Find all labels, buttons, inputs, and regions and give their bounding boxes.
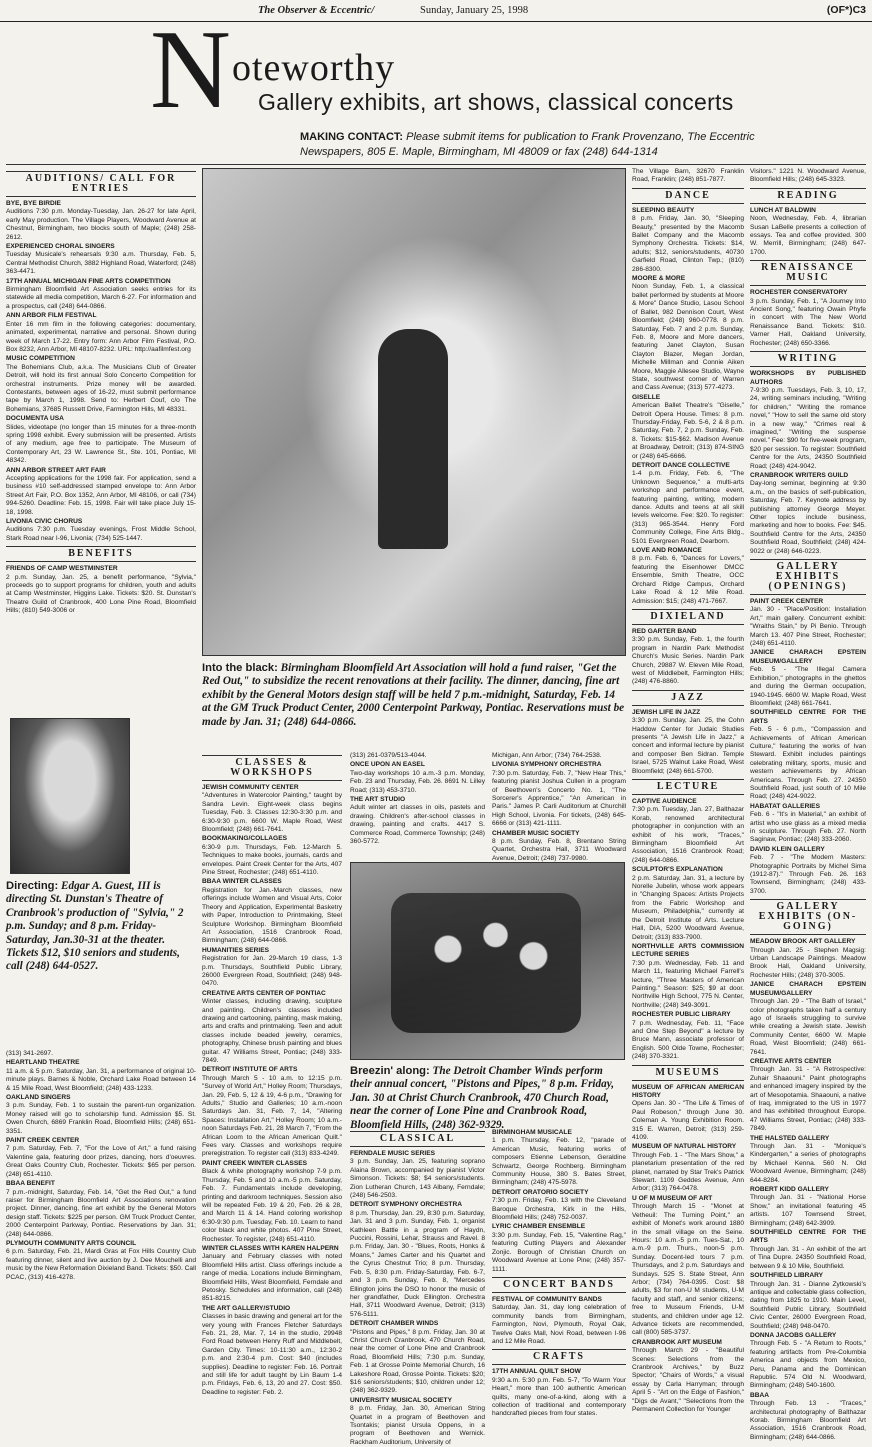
listing-text: Opens Jan. 30 - "The Life & Times of Paul Robeson," through June 30. Coleman A. Young Exhibition Room. 315 E. Warren, Detroit; (313) 259-4109. bbox=[632, 1100, 744, 1142]
listing-text: Through Jan. 31 - An exhibit of the art of Tina Dupre. 24350 Southfield Road, between 9 & 10 Mile, Southfield. bbox=[750, 1245, 866, 1270]
listing-text: 7-9:30 p.m. Tuesdays, Feb. 3, 10, 17, 24, writing seminars including, "Writing for children," "Writing the romance novel," "How to sell the same old story in a new way," "Crimes real & imagined," "Writing the suspense novel." Fee: $90 for five-week program, $20 per session. To register: Southfield Centre for the Arts, 24350 Southfield Road; (248) 424-9042. bbox=[750, 386, 866, 470]
column-classes-continued bbox=[350, 752, 485, 860]
listing-text: Adult winter art classes in oils, pastels and drawing. Children's after-school classes in drawing, painting and crafts. 4417 S. Commerce Road, Commerce Township; (248) 360-5772. bbox=[350, 804, 485, 846]
listing-heading: CRANBROOK ART MUSEUM bbox=[632, 1338, 722, 1346]
listing-heading: MOORE & MORE bbox=[632, 275, 686, 283]
listing-heading: BOOKMAKING/COLLAGES bbox=[202, 835, 287, 843]
listing-heading: DETROIT INSTITUTE OF ARTS bbox=[202, 1066, 298, 1074]
listing-heading: ANN ARBOR STREET ART FAIR bbox=[6, 466, 106, 474]
caption-chamber-winds-text: The Detroit Chamber Winds perform their annual concert, "Pistons and Pipes," 8 p.m. Friday, Jan. 30 at Christ Church Cranbrook, 470 Church Road, near the corner of Lone Pine and Cranbrook Road, Bloomfield Hills, (248) 362-9329. bbox=[350, 1065, 615, 1131]
caption-art-association-text: Birmingham Bloomfield Art Association will hold a fund raiser, "Get the Red Out," to subsidize the recent renovations at their facility. The dinner, dancing, fine art exhibit by the General Motors design staff will be held 7 p.m.-midnight, Saturday, Feb. 14 at the GM Truck Product Center, 2000 Centerpoint Parkway, Pontiac. Reservations must be made by Jan. 31; (248) 644-0866. bbox=[202, 662, 625, 728]
listing-text: Auditions 7:30 p.m. Tuesday evenings, Frost Middle School, Stark Road near I-96, Livonia; (734) 525-1447. bbox=[6, 526, 196, 542]
section-heading-gallery-openings: GALLERY EXHIBITS (OPENINGS) bbox=[750, 559, 866, 595]
listing-text: Birmingham Bloomfield Art Association seeks entries for its statewide all media competition, March 6-27. For information and a prospectus, call (248) 644-0866. bbox=[6, 286, 196, 310]
column-classical bbox=[350, 1128, 485, 1446]
caption-art-association bbox=[202, 662, 626, 729]
listing-heading: JEWISH LIFE IN JAZZ bbox=[632, 708, 701, 716]
listing-heading: CRANBROOK WRITERS GUILD bbox=[750, 471, 849, 479]
listing-text: 2 p.m. Sunday, Jan. 25, a benefit performance, "Sylvia," proceeds go to support programs for children, youth and adults at Camp Westminster, Higgins Lake. Tickets: $20. St. Dunstan's Theatre Guild of Cranbrook, 400 Lone Pine Road, Bloomfield Hills; (810) 549-3006 or bbox=[6, 573, 196, 615]
listing-heading: MEADOW BROOK ART GALLERY bbox=[750, 938, 856, 946]
column-concerts bbox=[492, 1128, 626, 1418]
listing-text: (313) 341-2697. bbox=[6, 1050, 53, 1057]
column-dance-lectures bbox=[632, 168, 744, 1414]
listing-text: American Ballet Theatre's "Giselle," Detroit Opera House. Times: 8 p.m. Thursday-Friday, Feb. 5-6, 2 & 8 p.m. Saturday, Feb. 7, 2 p.m. Sunday, Feb. 8. Tickets: $15-$62. Madison Avenue at Broadway, Detroit; (313) 874-SING or (248) 645-6666. bbox=[632, 402, 744, 460]
listing-heading: HEARTLAND THEATRE bbox=[6, 1059, 80, 1067]
listing-text: 6 p.m. Saturday, Feb. 21, Mardi Gras at Fox Hills Country Club featuring dinner, silent and live auction by J. Dee Mouchelli and music by the New Reformation Dixieland Band. Tickets: $50. Call PCAC, (313) 416-4278. bbox=[6, 1248, 196, 1281]
masthead-title: oteworthy bbox=[232, 47, 396, 89]
caption-director-text: Edgar A. Guest, III is directing St. Dunstan's Theatre of Cranbrook's production of "Sylvia," 2 p.m. Sunday; and 8 p.m. Friday-Saturday, Jan.30-31 at the theater. Tickets $12, $10 seniors and students, call (248) 644-0527. bbox=[6, 880, 184, 973]
listing-heading: MUSEUM OF AFRICAN AMERICAN HISTORY bbox=[632, 1083, 744, 1099]
listing-heading: DAVID KLEIN GALLERY bbox=[750, 845, 825, 853]
listing-text: 7:30 p.m. Wednesday, Feb. 11 and March 11, featuring Michael Farrell's lecture, "Three Masters of American Painting." Season: $25; $9 at door. Northville High School, 775 N. Center, Northville; (248) 349-3091. bbox=[632, 959, 744, 1009]
listing-heading: WINTER CLASSES WITH KAREN HALPERN bbox=[202, 1244, 339, 1252]
listing-heading: DETROIT DANCE COLLECTIVE bbox=[632, 462, 730, 469]
listing-text: 11 a.m. & 5 p.m. Saturday, Jan. 31, a performance of original 10-minute plays. Barnes & Noble, Orchard Lake Road between 14 & 15 Mile Road, West Bloomfield; (248) 433-1233. bbox=[6, 1067, 196, 1092]
listing-heading: ROCHESTER PUBLIC LIBRARY bbox=[632, 1011, 731, 1019]
listing-text: 3 p.m. Sunday, Feb. 1, "A Journey Into Ancient Song," featuring Owain Phyfe in concert with The New World Renaissance Band. Tickets: $10. Varner Hall, Oakland University, Rochester; (248) 650-3366. bbox=[750, 297, 866, 347]
section-heading-dance: DANCE bbox=[632, 188, 744, 204]
contact-label: MAKING CONTACT: bbox=[300, 131, 404, 143]
listing-heading: BBAA BENEFIT bbox=[6, 1180, 55, 1188]
listing-text: Enter 16 mm film in the following categories: documentary, animated, experimental, narrative and personal. Shown during week of March 17-22. Entry form: Ann Arbor Film Festival, P.O. Box 8232, Ann Arbor, MI 48107-8232. URL: http://aafilmfest.org bbox=[6, 320, 196, 353]
listing-heading: CAPTIVE AUDIENCE bbox=[632, 798, 697, 805]
listing-heading: 17TH ANNUAL QUILT SHOW bbox=[492, 1368, 581, 1376]
section-heading-jazz: JAZZ bbox=[632, 690, 744, 706]
caption-chamber-winds bbox=[350, 1065, 625, 1132]
section-heading-auditions: AUDITIONS/ CALL FOR ENTRIES bbox=[6, 171, 196, 197]
column-benefits-continued bbox=[6, 1050, 196, 1395]
listing-text: 3 p.m. Sunday, Jan. 25, featuring soprano Alaina Brown, accompanied by pianist Victor Simonson. Tickets: $8; $4 seniors/students. Zion Lutheran Church, 143 Albany, Ferndale; (248) 546-2503. bbox=[350, 1158, 485, 1200]
listing-heading: THE ART GALLERY/STUDIO bbox=[202, 1304, 291, 1312]
section-heading-renaissance: RENAISSANCE MUSIC bbox=[750, 260, 866, 286]
listing-text: Through Jan. 31 - "Monique's Kindergarten," a series of photographs by Michael Kenna. 560 N. Old Woodward Avenue, Birmingham; (248) 644-8284. bbox=[750, 1143, 866, 1184]
listing-heading: LIVONIA CIVIC CHORUS bbox=[6, 518, 83, 526]
listing-text: Through March 5 - 10 a.m. to 12:15 p.m. "Survey of World Art," Holley Room; Thursdays, Jan. 29, Feb. 5, 12 & 19, 4-6 p.m., "Drawing for Adults," Studio and Galleries; 10 a.m.-noon Saturdays Jan. 31, Feb. 7, 14, "Altering Spaces: Installation Art," Holley Room; 10 a.m.-noon Saturdays Feb. 21, 28 March 7, "From the African Loom to the African American Quilt." Fees vary. Classes and workshops require preregistration. To register call (313) 833-4249. bbox=[202, 1074, 342, 1158]
listing-text: Noon Sunday, Feb. 1, a classical ballet performed by students at Moore & More" Dance Studio, Lasou School of Ballet, 982 Dennison Court, West Bloomfield; (248) 960-0778. 8 p.m. Saturday, Feb. 7 and 2 p.m. Sunday, Feb. 8, Moore and More dancers, featuring Janet Clayton, Susan Clayton Blazer, Megan Jordan, Michelle Millman and Connie Aiken Moore, Maggie Allesee Studio, Wayne State, southwest corner of Warren and Cass Avenue; (313) 577-4273. bbox=[632, 283, 744, 392]
listing-text: (313) 261-0379/513-4044. bbox=[350, 752, 427, 759]
section-heading-reading: READING bbox=[750, 188, 866, 204]
listing-text: Noon, Wednesday, Feb. 4, librarian Susan LaBelle presents a collection of essays. Tea and coffee provided. 300 W. Merrill, Birmingham; (248) 647-1700. bbox=[750, 215, 866, 256]
listing-text: Feb. 7 - "The Modern Masters: Photographic Portraits by Michel Sima (1912-87)." Through Feb. 26. 163 Townsend, Birmingham; (248) 433-3700. bbox=[750, 854, 866, 895]
listing-text: 7 p.m. Saturday, Feb. 7, "For the Love of Art," a fund raising Valentine gala, featuring door prizes, dancing, hors d'oeuvres. Great Oaks Country Club, Rochester. Tickets: $65 per person. (248) 651-4110. bbox=[6, 1145, 196, 1178]
publication-name: The Observer & Eccentric/ bbox=[258, 5, 375, 16]
listing-heading: BIRMINGHAM MUSICALE bbox=[492, 1129, 572, 1136]
listing-heading: LYRIC CHAMBER ENSEMBLE bbox=[492, 1223, 586, 1231]
listing-text: Saturday, Jan. 31, day long celebration of community bands from Birmingham, Farmington, Novi, Plymouth, Royal Oak, Twelve Oaks Mall, Novi Road, between I-96 and 12 Mile Road. bbox=[492, 1304, 626, 1345]
listing-heading: PAINT CREEK CENTER bbox=[750, 598, 824, 606]
listing-text: "Pistons and Pipes," 8 p.m. Friday, Jan. 30 at Christ Church Cranbrook, 470 Church Road, near the corner of Lone Pine and Cranbrook Road, Bloomfield Hills; 7:30 p.m. Sunday, Feb. 1 at Grosse Pointe Memorial Church, 16 Lakeshore Road, Grosse Pointe. Tickets: $20; $16 seniors/students; $10, children under 12; (248) 362-9329. bbox=[350, 1328, 485, 1395]
listing-heading: RED GARTER BAND bbox=[632, 627, 697, 635]
section-heading-writing: WRITING bbox=[750, 351, 866, 367]
caption-art-association-lead: Into the black: bbox=[202, 662, 278, 674]
section-heading-crafts: CRAFTS bbox=[492, 1349, 626, 1365]
listing-text: Auditions 7:30 p.m. Monday-Tuesday, Jan. 26-27 for late April, early May production. The Village Players, Woodward Avenue at Chestnut, Birmingham, two blocks south of Maple; (248) 258-2612. bbox=[6, 208, 196, 241]
listing-text: 1-4 p.m. Friday, Feb. 6, "The Unknown Sequence," a multi-arts workshop and performance event, featuring painting, writing, modern dance. Adults and teens at all skill levels welcome. Fee: $20. To register: (313) 965-3544. Henry Ford Community College, Fine Arts Bldg., 5101 Evergreen Road, Dearborn. bbox=[632, 470, 744, 545]
section-heading-concert-bands: CONCERT BANDS bbox=[492, 1277, 626, 1293]
listing-text: 3 p.m. Sunday, Feb. 1 to sustain the parent-run organization. Money raised will go to scholarship fund. Admission $5. St. Owen Church, 6869 Franklin Road, Bloomfield Hills; (248) 651-3351. bbox=[6, 1102, 196, 1135]
listing-heading: THE ART STUDIO bbox=[350, 796, 406, 804]
listing-heading: BYE, BYE BIRDIE bbox=[6, 200, 61, 207]
listing-text: Black & white photography workshop 7-9 p.m. Thursday, Feb. 5 and 10 a.m.-5 p.m. Saturday, Feb. 7. Fundamentals include developing, printing and darkroom techniques. Session also will be repeated Feb. 19 & 20, Feb. 26 & 28, and March 11 & 14. Hand coloring workshop 6:30-9:30 p.m. Tuesday, Feb. 10. Learn to hand color black and white photos. 407 Pine Street, Rochester. To register, (248) 651-4110. bbox=[202, 1168, 342, 1243]
section-heading-classes: CLASSES & WORKSHOPS bbox=[202, 755, 342, 781]
listing-text: Michigan, Ann Arbor; (734) 764-2538. bbox=[492, 752, 602, 759]
listing-heading: LOVE AND ROMANCE bbox=[632, 547, 702, 555]
listing-text: Through Jan. 31 - "A Retrospective: Zuhair Shaaouni." Paint photographs and enhanced imagery inspired by the art of Mesopotamia. Shaaouni, a native of Iraq, immigrated to the US in 1977 and has exhibited throughout Europe. 47 Williams Street, Pontiac; (248) 333-7849. bbox=[750, 1066, 866, 1133]
listing-heading: DETROIT SYMPHONY ORCHESTRA bbox=[350, 1201, 462, 1209]
listing-heading: DETROIT ORATORIO SOCIETY bbox=[492, 1188, 589, 1196]
listing-text: 9:30 a.m. 5:30 p.m. Feb. 5-7, "To Warm Your Heart," more than 100 authentic American quilts, many one-of-a-kind, along with a collection of traditional and contemporary handcrafted pieces from four states. bbox=[492, 1376, 626, 1418]
top-rule bbox=[6, 164, 866, 165]
publication-date: Sunday, January 25, 1998 bbox=[420, 5, 529, 16]
listing-heading: LIVONIA SYMPHONY ORCHESTRA bbox=[492, 761, 602, 769]
listing-text: 7 p.m.-midnight, Saturday, Feb. 14, "Get the Red Out," a fund raiser for Birmingham Bloomfield Art Associations renovation project. Dinner, dancing, fine art exhibit by the General Motors design staff. Tickets: $225 per person. GM Truck Product Center, 2000 Centerpoint Parkway, Pontiac. Reservations by Jan. 31; (248) 644-0866. bbox=[6, 1188, 196, 1238]
photo-ensemble bbox=[391, 893, 581, 1033]
listing-text: Through March 29 - "Beautiful Scenes: Selections from the Cranbrook Archives," by Buzz Spector; "Chairs of Words," a visual essay by Carla Harryman; through April 5 - "Art on the Edge of Fashion," "Digs de Avant," "Selections from the Permanent Collection for Younger bbox=[632, 1347, 744, 1414]
listing-text: 6:30-9 p.m. Thursdays, Feb. 12-March 5. Techniques to make books, journals, cards and envelopes. Paint Creek Center for the Arts, 407 Pine Street, Rochester; (248) 651-4110. bbox=[202, 843, 342, 877]
listing-text: Visitors." 1221 N. Woodward Avenue, Bloomfield Hills; (248) 645-3323. bbox=[750, 168, 866, 184]
section-heading-gallery-ongoing: GALLERY EXHIBITS (ON-GOING) bbox=[750, 899, 866, 935]
listing-heading: ROCHESTER CONSERVATORY bbox=[750, 289, 848, 297]
listing-heading: PAINT CREEK CENTER bbox=[6, 1137, 80, 1145]
listing-heading: FESTIVAL OF COMMUNITY BANDS bbox=[492, 1295, 602, 1303]
listing-text: 8 p.m. Friday, Jan. 30, American String Quartet in a program of Beethoven and Tsontakis; pianist Ursula Oppens, in a program of Beethoven and Wernick. Rackham Auditorium, University of bbox=[350, 1405, 485, 1446]
listing-heading: JEWISH COMMUNITY CENTER bbox=[202, 784, 299, 791]
listing-heading: UNIVERSITY MUSICAL SOCIETY bbox=[350, 1396, 452, 1404]
caption-director-lead: Directing: bbox=[6, 880, 59, 892]
contact-info bbox=[300, 130, 770, 160]
listing-text: Through Jan. 25 - Stephen Magsig: Urban Landscape Paintings. Meadow Brook Hall, Oakland University, Rochester Hills; (248) 370-3005. bbox=[750, 946, 866, 979]
listing-text: The Village Barn, 32670 Franklin Road, Franklin; (248) 851-7877. bbox=[632, 168, 744, 184]
listing-heading: PAINT CREEK WINTER CLASSES bbox=[202, 1159, 308, 1167]
listing-heading: OAKLAND SINGERS bbox=[6, 1094, 71, 1102]
listing-heading: FERNDALE MUSIC SERIES bbox=[350, 1150, 435, 1157]
listing-heading: WORKSHOPS BY PUBLISHED AUTHORS bbox=[750, 370, 866, 386]
listing-heading: MUSEUM OF NATURAL HISTORY bbox=[632, 1143, 737, 1151]
listing-heading: CHAMBER MUSIC SOCIETY bbox=[492, 829, 580, 837]
listing-heading: DOCUMENTA USA bbox=[6, 415, 64, 423]
caption-chamber-winds-lead: Breezin' along: bbox=[350, 1065, 430, 1077]
listing-text: Accepting applications for the 1998 fair. For application, send a business #10 self-addressed stamped envelope to: Ann Arbor Street Art Fair, P.O. Box 1352, Ann Arbor, MI 48106, or call (734) 994-5260. Deadline: Feb. 15, 1998. Fair will take place July 15-18, 1998. bbox=[6, 475, 196, 516]
listing-text: January and February classes with noted Bloomfield Hills artist. Class offerings include a range of media. Locations include Birmingham, Bloomfield Hills, West Bloomfield, Ferndale and Petosky. Schedules and information, call (248) 851-8215. bbox=[202, 1253, 342, 1303]
masthead-subtitle: Gallery exhibits, art shows, classical concerts bbox=[258, 89, 734, 115]
section-heading-classical: CLASSICAL bbox=[350, 1131, 485, 1147]
listing-text: 2 p.m. Saturday, Jan. 31, a lecture by Norelle Jubelin, whose work appears in "Changing Spaces: Artists Projects from the Fabric Workshop and Museum, Philadelphia," currently at the Detroit Institute of Arts. Lecture Hall, DIA, 5200 Woodward Avenue, Detroit; (313) 833-7900. bbox=[632, 874, 744, 941]
listing-heading: SOUTHFIELD CENTRE FOR THE ARTS bbox=[750, 709, 866, 725]
photo-director bbox=[10, 718, 130, 874]
listing-heading: DONNA JACOBS GALLERY bbox=[750, 1331, 837, 1339]
listing-heading: SOUTHFIELD CENTRE FOR THE ARTS bbox=[750, 1229, 866, 1245]
listing-text: Through Jan. 29 - "The Bath of Israel," color photographs taken half a century ago of Israelis struggling to survive while creating a Jewish state. Jewish Community Center, 6600 W. Maple Road, West Bloomfield; (248) 661-7641. bbox=[750, 998, 866, 1056]
listing-text: 3:30 p.m. Sunday, Feb. 1, the fourth program in Nardin Park Methodist Church's Music Series. Nardin Park Church, 29887 W. Eleven Mile Road, west of Middlebelt, Farmington Hills; (248) 476-8860. bbox=[632, 636, 744, 686]
listing-text: 7:30 p.m. Friday, Feb. 13 with the Cleveland Baroque Orchestra, Kirk in the Hills, Bloomfield Hills; (248) 752-0037. bbox=[492, 1197, 626, 1222]
listing-text: Registration for Jan. 29-March 19 class, 1-3 p.m. Thursdays, Southfield Public Library, 26000 Evergreen Road, Southfield; (248) 948-0470. bbox=[202, 955, 342, 988]
listing-text: 7:30 p.m. Saturday, Feb. 7, "New Hear This," featuring pianist Joshua Cullen in a program of Beethoven's Concerto No. 1, "The Sorcerer's Apprentice," "An American in Paris." James P. Carli Auditorium at Churchill High School, Livonia. For tickets, (248) 645-6666 or (313) 421-1111. bbox=[492, 769, 626, 828]
listing-text: Jan. 30 - "Place/Position: Installation Art," main gallery. Concurrent exhibit: "Wraiths Stain," by Pi Benio. Through March 13. 407 Pine Street, Rochester; (248) 651-4110. bbox=[750, 606, 866, 648]
contact-text: Please submit items for publication to Frank Provenzano, The Eccentric Newspapers, 805 E. Maple, Birmingham, MI 48009 or fax (248) 644-1314 bbox=[300, 131, 755, 158]
masthead-initial: N bbox=[150, 8, 231, 132]
section-heading-museums: MUSEUMS bbox=[632, 1065, 744, 1081]
listing-text: Two-day workshops 10 a.m.-3 p.m. Monday, Feb. 23 and Thursday, Feb. 26. 8691 N. Lilley Road; (313) 453-3710. bbox=[350, 769, 485, 794]
column-galleries bbox=[750, 168, 866, 1441]
listing-heading: ONCE UPON AN EASEL bbox=[350, 761, 425, 769]
listing-text: 8 p.m. Friday, Jan. 30, "Sleeping Beauty," presented by the Macomb Ballet Company and the Macomb Symphony Orchestra. Tickets: $14, adults; $12, seniors/students, 40730 Garfield Road, Clinton Twp.; (810) 286-8300. bbox=[632, 215, 744, 273]
listing-heading: DETROIT CHAMBER WINDS bbox=[350, 1320, 439, 1328]
listing-text: 7 p.m. Wednesday, Feb. 11, "Face and One Step Beyond" a lecture by Bruce Mann, associate professor of English. 500 Olde Towne, Rochester; (248) 370-3321. bbox=[632, 1019, 744, 1061]
listing-heading: SOUTHFIELD LIBRARY bbox=[750, 1272, 824, 1280]
listing-text: 3:30 p.m. Sunday, Jan. 25, the Cohn Haddow Center for Judaic Studies presents "A Jewish Life in Jazz," a concert and informal lecture by pianist and composer Ben Sidran. Temple Israel, 5725 Walnut Lake Road, West Bloomfield; (248) 661-5700. bbox=[632, 717, 744, 775]
listing-heading: 17TH ANNUAL MICHIGAN FINE ARTS COMPETITION bbox=[6, 277, 171, 285]
listing-text: Day-long seminar, beginning at 9:30 a.m., on the basics of self-publication, Saturday, Feb. 7. Keynote address by publishing attorney George Meyer. Other topics include business, marketing and how to books. Fee: $45. Southfield Centre for the Arts, 24350 Southfield Road, Southfield; (248) 424-9022 or (248) 646-0223. bbox=[750, 480, 866, 555]
listing-heading: SLEEPING BEAUTY bbox=[632, 206, 695, 214]
listing-heading: BBAA WINTER CLASSES bbox=[202, 878, 282, 886]
listing-heading: LUNCH AT BALDWIN bbox=[750, 206, 816, 214]
photo-art-association bbox=[202, 168, 626, 656]
listing-heading: CREATIVE ARTS CENTER OF PONTIAC bbox=[202, 989, 326, 997]
listing-text: Through Feb. 13 - "Traces," architectural photography of Balthazar Korab. Birmingham Bloomfield Art Association, 1516 Cranbrook Road, Birmingham; (248) 644-0866. bbox=[750, 1400, 866, 1441]
listing-heading: JANICE CHARACH EPSTEIN MUSEUM/GALLERY bbox=[750, 649, 866, 665]
listing-text: 8 p.m. Feb. 6, "Dances for Lovers," featuring the Eisenhower DMCC Ensemble, Smith Theatre, OCC Orchard Ridge Campus, Orchard Lake Road & 12 Mile Road. Admission: $15; (248) 471-7667. bbox=[632, 555, 744, 605]
listing-heading: U OF M MUSEUM OF ART bbox=[632, 1194, 713, 1202]
listing-heading: ROBERT KIDD GALLERY bbox=[750, 1186, 829, 1194]
listing-text: Through Jan. 31 - "National Horse Show," an invitational featuring 45 artists. 107 Townsend Street, Birmingham; (248) 642-3909. bbox=[750, 1194, 866, 1227]
listing-heading: HUMANITIES SERIES bbox=[202, 946, 270, 954]
listing-text: Through Feb. 1 - "The Mars Show," a planetarium presentation of the red planet, narrated by Star Trek's Patrick Stewart. 1109 Geddes Avenue, Ann Arbor; (313) 764-0478. bbox=[632, 1151, 744, 1193]
listing-text: 8 p.m. Sunday, Feb. 8, Brentano String Quartet, Orchestra Hall, 3711 Woodward Avenue, Detroit; (248) 737-9980. bbox=[492, 838, 626, 862]
listing-heading: THE HALSTED GALLERY bbox=[750, 1134, 830, 1142]
page-number: (OF*)C3 bbox=[826, 4, 866, 16]
section-heading-lecture: LECTURE bbox=[632, 779, 744, 795]
listing-heading: JANICE CHARACH EPSTEIN MUSEUM/GALLERY bbox=[750, 981, 866, 997]
listing-heading: GISELLE bbox=[632, 393, 661, 401]
column-classical-continued bbox=[492, 752, 626, 860]
listing-heading: ANN ARBOR FILM FESTIVAL bbox=[6, 312, 97, 320]
listing-text: Feb. 6 - "It's in Material," an exhibit of artist who use glass as a mixed media in sculpture. Through Feb. 27. North Saginaw, Pontiac; (248) 333-2060. bbox=[750, 811, 866, 844]
listing-heading: EXPERIENCED CHORAL SINGERS bbox=[6, 243, 115, 251]
listing-text: Through March 15 - "Monet at Vetheuil: The Turning Point," an exhibit of Monet's work around 1880 in the small village on the Seine. Hours: 10 a.m.-5 p.m. Tues-Sat., 10 a.m.-9 p.m. Thurs., noon-5 p.m. Sunday. Docent-led tours 7 p.m. Thursdays, and 2 p.m. Saturdays and Sundays. 525 S. State Street, Ann Arbor; (734) 764-0395. Cost: $8 adults, $3 for non-U M students, U-M faculty and staff, and senior citizens; free to Museum Friends, U-M students, and children under age 12. Advance tickets are recommended, call (800) 585-3737. bbox=[632, 1203, 744, 1337]
column-classes bbox=[202, 752, 342, 1395]
listing-heading: NORTHVILLE ARTS COMMISSION LECTURE SERIES bbox=[632, 942, 744, 959]
listing-text: Registration for Jan.-March classes, new offerings include Women and Visual Arts, Color Theory and Application, Experimental Basketry with Paper, Introduction to Printmaking, Steel Sculpture Workshop. Birmingham Bloomfield Art Association, 1516 Cranbrook Road, Birmingham; (248) 644-0866. bbox=[202, 886, 342, 945]
listing-text: 3:30 p.m. Sunday, Feb. 15, "Valentine Rag," featuring Cutting Players and Alexander Zonjic. Borough of Christian Church on Woodward Avenue at Lone Pine; (248) 357-1111. bbox=[492, 1231, 626, 1273]
listing-text: 8 p.m. Thursday, Jan. 29, 8:30 p.m. Saturday, Jan. 31 and 3 p.m. Sunday, Feb. 1, organist Kathleen Battle in a program of Haydn, Puccini, Rossini, Lehar, Strauss and Ravel. 8 p.m. Friday, Jan. 30 - "Blues, Roots, Honks & Moans," James Carter and his Quartet and the Cyrus Chestnut Trio; 8 p.m. Thursday, Feb. 5, 8:30 p.m. Friday-Saturday, Feb. 6-7, and 3 p.m. Sunday, Feb. 8, "Mercedes Ellington joins the DSO to honor the music of her grandfather, Duck Ellington. Orchestra Hall, 3711 Woodward Avenue, Detroit; (313) 576-5111. bbox=[350, 1209, 485, 1318]
listing-text: Through Jan. 31 - Dianne Zytkowski's antique and collectable glass collection, dating from 1825 to 1910. Main Level, Southfield Public Library, Southfield Civic Center, 26000 Evergreen Road, Southfield; (248) 948-0470. bbox=[750, 1280, 866, 1330]
listing-heading: BBAA bbox=[750, 1391, 770, 1399]
section-heading-benefits: BENEFITS bbox=[6, 546, 196, 562]
listing-text: Feb. 5 - "The Illegal Camera Exhibition," photographs in the ghettos and during the German occupation, 1940-1945. 6600 W. Maple Road, West Bloomfield; (248) 661-7641. bbox=[750, 666, 866, 707]
listing-heading: FRIENDS OF CAMP WESTMINSTER bbox=[6, 565, 118, 573]
listing-text: Through Feb. 5 - "A Return to Roots," featuring artifacts from Pre-Columbia America and objects from Mexico, Peru, Panama and the Dominican Republic. 574 Old N. Woodward, Birmingham; (248) 540-1600. bbox=[750, 1340, 866, 1390]
listing-text: 1 p.m. Thursday, Feb. 12, "parade of American Music, featuring works of composers Etienne Lebenson, Geraldine Schwartz, George Rochberg. Birmingham Community House, 380 S. Bates Street, Birmingham; (248) 475-5978. bbox=[492, 1137, 626, 1187]
listing-text: 7:30 p.m. Tuesday, Jan. 27, Balthazar Korab, renowned architectural photographer in conjunction with an exhibit of his work, "Traces," Birmingham Bloomfield Art Association, 1516 Cranbrook Road; (248) 644-0866. bbox=[632, 806, 744, 864]
column-auditions bbox=[6, 168, 196, 713]
page-header bbox=[0, 0, 872, 22]
listing-text: Tuesday Musicale's rehearsals 9:30 a.m. Thursday, Feb. 5, Central Methodist Church, 3882 Highland Road, Waterford; (248) 363-4471. bbox=[6, 251, 196, 276]
listing-heading: SCULPTOR'S EXPLANATION bbox=[632, 866, 723, 874]
listing-text: Winter classes, including drawing, sculpture and painting. Children's classes included drawing and cartooning, painting, mask making, arts and crafts and printmaking. Teen and adult classes include beaded jewelry, ceramics, photography, Chinese brush painting and blues guitar. 47 Williams Street, Pontiac; (248) 333-7849. bbox=[202, 998, 342, 1064]
listing-heading: PLYMOUTH COMMUNITY ARTS COUNCIL bbox=[6, 1239, 137, 1247]
listing-text: Classes in basic drawing and general art for the very young with Frances Fletcher Saturdays Feb. 21, 28, Mar. 7, 14 in the studio, 29948 Ford Road between Henry Ruff and Middlebelt, Garden City. Times: 10-11:30 a.m., 12:30-2 p.m. and 2:30-4 p.m. Cost: $40 (includes supplies). Deadline to register: Feb. 16. Portrait and still life for adult taught by Lin Baum 1-4 p.m. Fridays, Feb. 6, 13, 20 and 27. Cost: $50. Deadline to register: Feb. 2. bbox=[202, 1313, 342, 1396]
photo-figure bbox=[378, 329, 448, 549]
listing-heading: CREATIVE ARTS CENTER bbox=[750, 1057, 832, 1065]
listing-text: The Bohemians Club, a.k.a. The Musicians Club of Greater Detroit, will hold its first annual Solo Concerto Competition for orchestral instruments. Prize money will be awarded. Contestants, between ages of 16-22, must submit performance tape by March 1, 1998. Send to: Herbert Couf, c/o The Bohemians, 37685 Russett Drive, Farmington Hills, MI 48331. bbox=[6, 363, 196, 413]
listing-text: Slides, videotape (no longer than 15 minutes for a three-month spring 1998 exhibit. Every submission will be presented. Artists of any medium, age free to participate. The Museum of Contemporary Art, 23 W. Lawrence St., Ste. 101, Pontiac, MI 48342. bbox=[6, 423, 196, 465]
listing-text: "Adventures in Watercolor Painting," taught by Sandra Levin. Eight-week class begins Tuesday, Feb. 3. Classes 12:30-3:30 p.m. and 6:30-9:30 p.m. 6600 W. Maple Road, West Bloomfield; (248) 661-7641. bbox=[202, 792, 342, 834]
listing-text: Feb. 5 - 6 p.m., "Compassion and Achievements of African American Culture," featuring the works of Ivan Steward. Exhibit includes paintings celebrating military, sports, music and western achievements by African Americans. Through Feb. 27. 24350 Southfield Road, just south of 10 Mile Road; (248) 424-9022. bbox=[750, 726, 866, 801]
section-heading-dixieland: DIXIELAND bbox=[632, 609, 744, 625]
photo-chamber-winds bbox=[350, 862, 625, 1060]
listing-heading: MUSIC COMPETITION bbox=[6, 355, 75, 363]
listing-heading: HABATAT GALLERIES bbox=[750, 802, 820, 810]
caption-director bbox=[6, 880, 194, 974]
